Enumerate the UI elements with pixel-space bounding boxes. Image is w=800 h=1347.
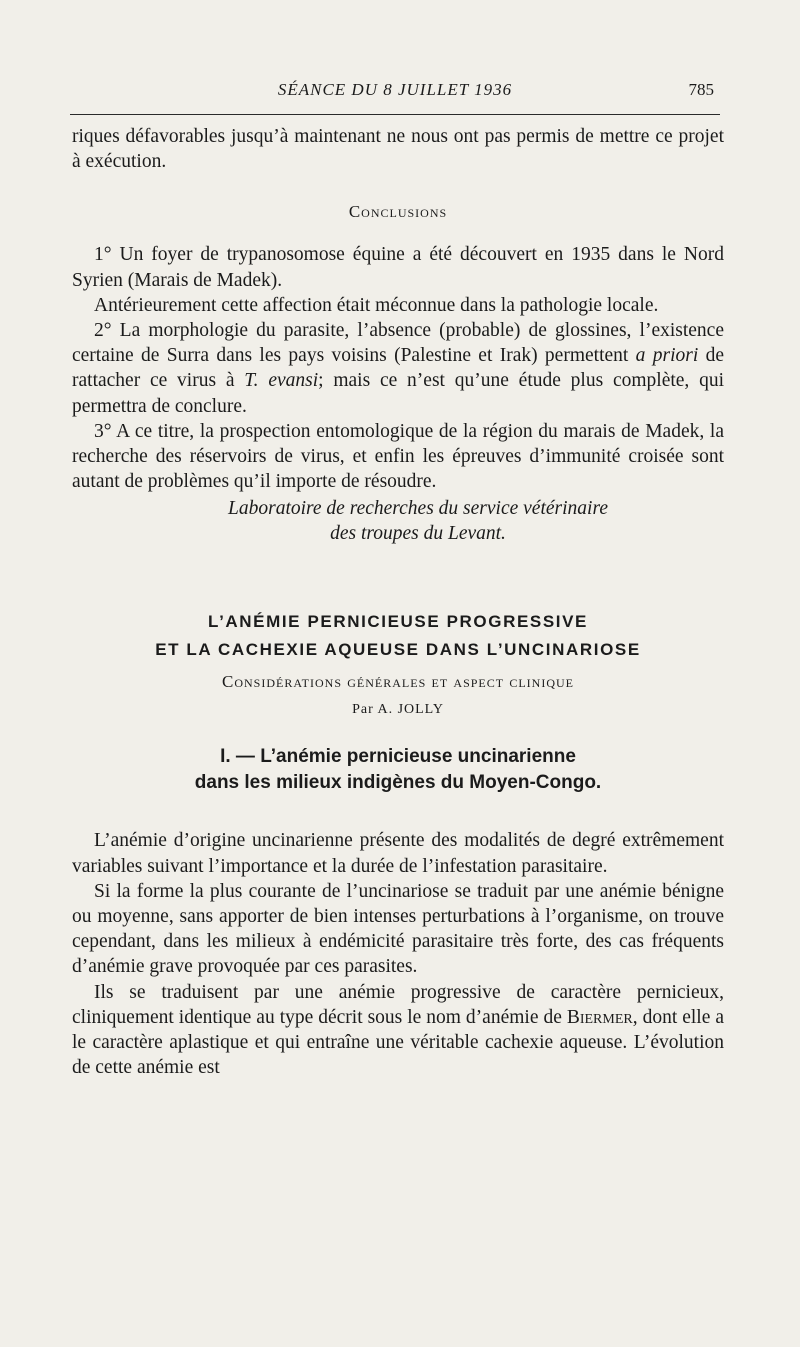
article-title-line-1: L’ANÉMIE PERNICIEUSE PROGRESSIVE — [208, 612, 588, 632]
conclusion-paragraph-4: 3° A ce titre, la prospection entomologique de la région du marais de Madek, la recherche des réservoirs de virus, et enfin les épreuves d’immunité croisée sont autant de problèmes qu’il importe de résoudre. — [72, 420, 724, 493]
article-author: Par A. JOLLY — [352, 702, 444, 718]
article-paragraph-3 — [72, 980, 724, 1081]
text-run: 2° La morphologie du parasite, l’absence (probable) de glossines, l’existence certaine de Surra dans les pays voisins (Palestine et Irak) permettent — [72, 320, 724, 367]
article-paragraph-2: Si la forme la plus courante de l’uncinariose se traduit par une anémie bénigne ou moyenne, sans apporter de bien intenses perturbations à l’organisme, on trouve cependant, dans les milieux à endémicité parasitaire très forte, des cas fréquents d’anémie grave provoquée par ces parasites. — [72, 880, 724, 978]
article-subtitle: Considérations générales et aspect clinique — [222, 672, 574, 692]
chapter-title-line-1: I. — L’anémie pernicieuse uncinarienne — [220, 746, 576, 768]
conclusion-paragraph-1: 1° Un foyer de trypanosomose équine a été découvert en 1935 dans le Nord Syrien (Marais de Madek). — [72, 244, 724, 291]
affiliation-line-2: des troupes du Levant. — [330, 523, 506, 545]
running-title: SÉANCE DU 8 JUILLET 1936 — [277, 80, 513, 99]
page-body — [72, 124, 724, 1080]
conclusion-paragraph-2: Antérieurement cette affection était méconnue dans la pathologie locale. — [94, 294, 659, 316]
chapter-title-line-2: dans les milieux indigènes du Moyen-Congo. — [194, 772, 602, 794]
author-name-biermer: Biermer — [566, 1006, 633, 1028]
article-title — [72, 608, 724, 664]
conclusions-title: Conclusions — [348, 202, 448, 222]
page-number: 785 — [688, 80, 714, 99]
text-run: ; mais ce n’est qu’une étude plus complète, qui permettra de conclure. — [72, 370, 724, 417]
text-run: Ils se traduisent par une anémie progressive de caractère pernicieux, cliniquement identique au type décrit sous le nom d’anémie de — [72, 981, 724, 1028]
conclusion-paragraph-3 — [72, 318, 724, 419]
running-header — [70, 80, 720, 115]
text-run: , dont elle a le caractère aplastique et qui entraîne une véritable cachexie aqueuse. L’évolution de cette anémie est — [72, 1006, 724, 1079]
italic-species: T. evansi — [244, 370, 319, 392]
affiliation — [72, 496, 724, 546]
italic-a-priori: a priori — [635, 345, 699, 367]
article-title-line-2: ET LA CACHEXIE AQUEUSE DANS L’UNCINARIOSE — [155, 640, 641, 660]
text-run: de rattacher ce virus à — [72, 345, 725, 392]
article-paragraph-1: L’anémie d’origine uncinarienne présente des modalités de degré extrêmement variables suivant l’importance et la durée de l’infestation parasitaire. — [72, 830, 724, 877]
chapter-title — [72, 744, 724, 796]
affiliation-line-1: Laboratoire de recherches du service vétérinaire — [228, 498, 608, 520]
intro-paragraph: riques défavorables jusqu’à maintenant ne nous ont pas permis de mettre ce projet à exécution. — [72, 126, 724, 173]
